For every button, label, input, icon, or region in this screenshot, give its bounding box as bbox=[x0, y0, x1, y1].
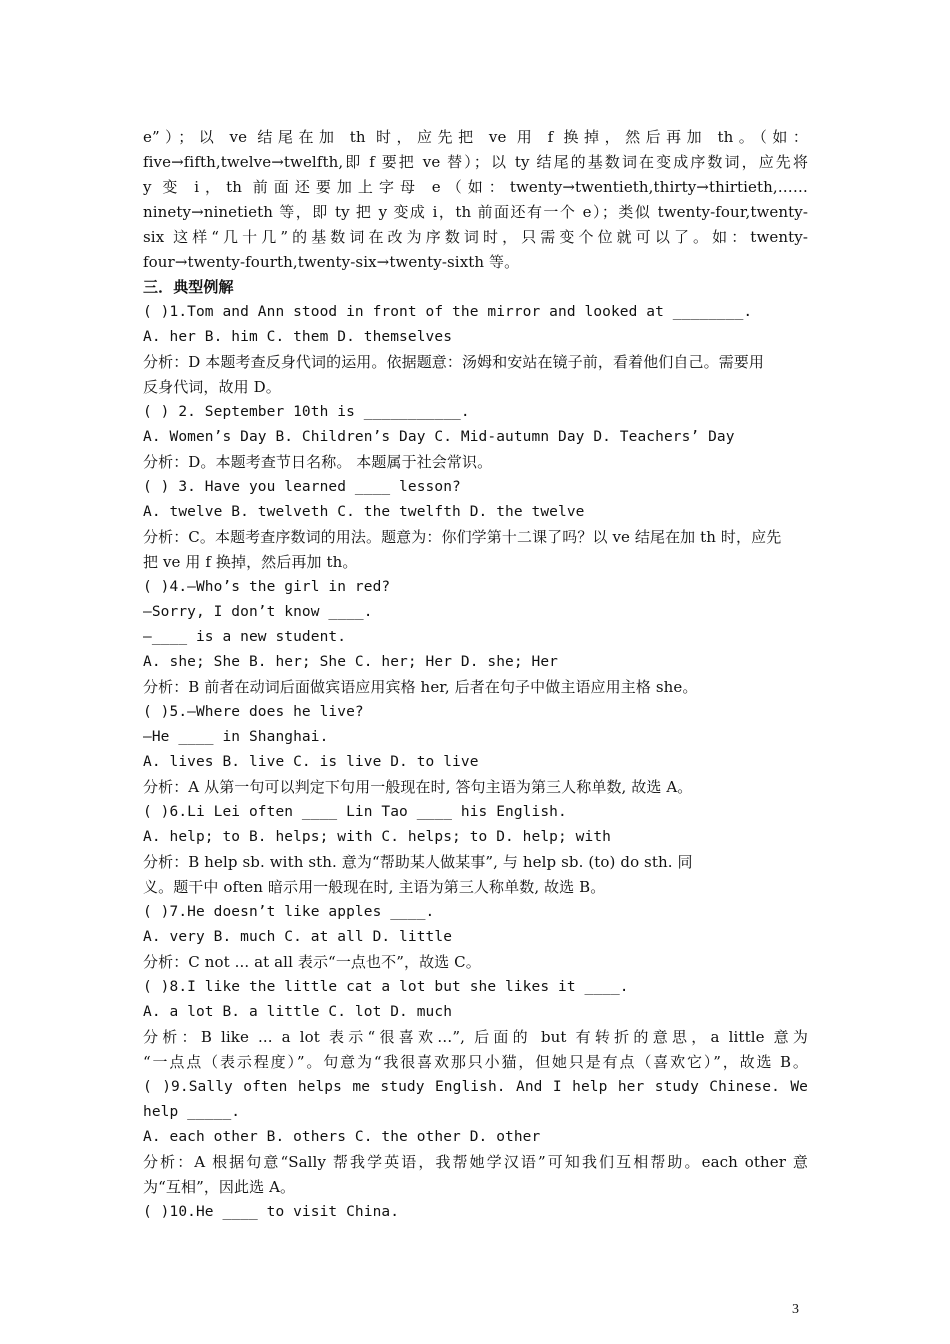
options-line: A. twelve B. twelveth C. the twelfth D. the twelve bbox=[143, 504, 585, 520]
options-line: A. her B. him C. them D. themselves bbox=[143, 329, 453, 345]
text-line: e”）；以 ve 结尾在加 th 时，应先把 ve 用 f 换掉，然后再加 th。（如： bbox=[143, 128, 808, 146]
analysis-line: 为“互相”，因此选 A。 bbox=[143, 1178, 296, 1196]
analysis-line: “一点点（表示程度）”。句意为“我很喜欢那只小猫，但她只是有点（喜欢它）”，故选 B。 bbox=[143, 1053, 808, 1071]
section-heading: 三．典型例解 bbox=[143, 278, 234, 296]
options-line: A. she; She B. her; She C. her; Her D. she; Her bbox=[143, 654, 558, 670]
text-line: ninety→ninetieth 等，即 ty 把 y 变成 i，th 前面还有一个 e）；类似 twenty-four,twenty- bbox=[143, 203, 808, 221]
question-line: ( )4.—Who’s the girl in red? bbox=[143, 579, 391, 595]
analysis-line: 分析：A 根据句意“Sally 帮我学英语，我帮她学汉语”可知我们互相帮助。each other 意 bbox=[143, 1153, 808, 1171]
analysis-line: 义。题干中 often 暗示用一般现在时, 主语为第三人称单数, 故选 B。 bbox=[143, 878, 606, 896]
analysis-line: 分析：B help sb. with sth. 意为“帮助某人做某事”, 与 help sb. (to) do sth. 同 bbox=[143, 853, 693, 871]
options-line: A. Women’s Day B. Children’s Day C. Mid-autumn Day D. Teachers’ Day bbox=[143, 429, 735, 445]
analysis-line: 分析：D。本题考查节日名称。 本题属于社会常识。 bbox=[143, 453, 493, 471]
question-line: ( )6.Li Lei often ____ Lin Tao ____ his English. bbox=[143, 804, 567, 820]
question-line: —He ____ in Shanghai. bbox=[143, 729, 329, 745]
analysis-line: 反身代词，故用 D。 bbox=[143, 378, 281, 396]
question-line: ( )8.I like the little cat a lot but she likes it ____. bbox=[143, 979, 629, 995]
question-line: ( ) 2. September 10th is ___________. bbox=[143, 404, 470, 420]
options-line: A. a lot B. a little C. lot D. much bbox=[143, 1004, 453, 1020]
question-line: ( ) 3. Have you learned ____ lesson? bbox=[143, 479, 461, 495]
question-line: ( )10.He ____ to visit China. bbox=[143, 1204, 400, 1220]
analysis-line: 分析：C。本题考查序数词的用法。题意为：你们学第十二课了吗？以 ve 结尾在加 th 时，应先 bbox=[143, 528, 782, 546]
question-line: ( )5.—Where does he live? bbox=[143, 704, 364, 720]
options-line: A. each other B. others C. the other D. other bbox=[143, 1129, 541, 1145]
analysis-line: 分析：A 从第一句可以判定下句用一般现在时, 答句主语为第三人称单数, 故选 A。 bbox=[143, 778, 693, 796]
text-line: four→twenty-fourth,twenty-six→twenty-sixth 等。 bbox=[143, 253, 520, 271]
analysis-line: 分析：B 前者在动词后面做宾语应用宾格 her, 后者在句子中做主语应用主格 she。 bbox=[143, 678, 698, 696]
question-line: help _____. bbox=[143, 1104, 241, 1120]
analysis-line: 把 ve 用 f 换掉，然后再加 th。 bbox=[143, 553, 358, 571]
question-line: ( )7.He doesn’t like apples ____. bbox=[143, 904, 435, 920]
text-line: y 变 i，th 前面还要加上字母 e（如：twenty→twentieth,thirty→thirtieth,…… bbox=[143, 178, 808, 196]
question-line: —Sorry, I don’t know ____. bbox=[143, 604, 373, 620]
analysis-line: 分析：B like ... a lot 表示“很喜欢…”, 后面的 but 有转折的意思，a little 意为 bbox=[143, 1028, 808, 1046]
question-line: —____ is a new student. bbox=[143, 629, 347, 645]
question-line: ( )1.Tom and Ann stood in front of the mirror and looked at ________. bbox=[143, 304, 753, 320]
question-line: ( )9.Sally often helps me study English. And I help her study Chinese. We bbox=[143, 1079, 808, 1095]
text-line: six 这样“几十几”的基数词在改为序数词时，只需变个位就可以了。如：twenty- bbox=[143, 228, 808, 246]
options-line: A. lives B. live C. is live D. to live bbox=[143, 754, 479, 770]
options-line: A. help; to B. helps; with C. helps; to D. help; with bbox=[143, 829, 611, 845]
options-line: A. very B. much C. at all D. little bbox=[143, 929, 453, 945]
analysis-line: 分析：D 本题考查反身代词的运用。依据题意：汤姆和安站在镜子前，看着他们自己。需要用 bbox=[143, 353, 764, 371]
analysis-line: 分析：C not ... at all 表示“一点也不”，故选 C。 bbox=[143, 953, 481, 971]
text-line: five→fifth,twelve→twelfth,即 f 要把 ve 替）；以 ty 结尾的基数词在变成序数词，应先将 bbox=[143, 153, 808, 171]
page-number: 3 bbox=[792, 1302, 799, 1317]
